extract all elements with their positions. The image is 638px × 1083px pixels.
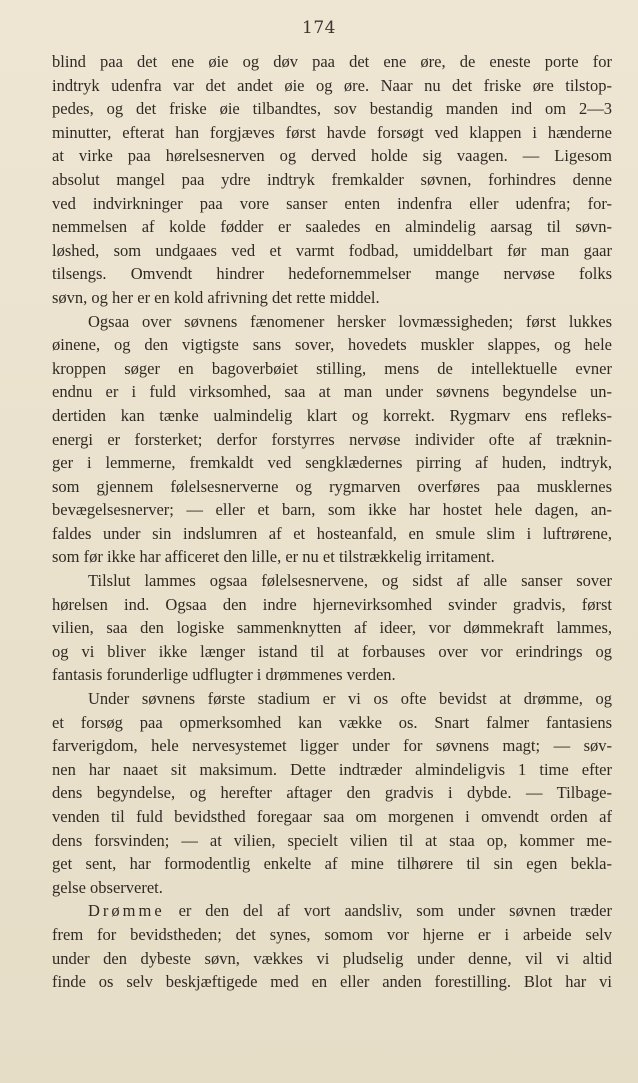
text-line: et forsøg paa opmerksomhed kan vække os. Snart falmer fantasiens: [52, 712, 612, 732]
text-line: øinene, og den vigtigste sans sover, hovedets muskler slappes, og hele: [52, 335, 612, 355]
text-line: ger i lemmerne, fremkaldt ved sengklædernes pirring af huden, indtryk,: [52, 453, 612, 473]
body-text: [52, 50, 612, 994]
paragraph-1: [52, 50, 612, 310]
text-line: absolut mangel paa ydre indtryk fremkalder søvnen, forhindres denne: [52, 169, 612, 189]
text-line: pedes, og det friske øie tilbandtes, sov bestandig manden ind om 2—3: [52, 99, 612, 119]
paragraph-2: [52, 310, 612, 570]
text-line: Ogsaa over søvnens fænomener hersker lovmæssigheden; først lukkes: [88, 311, 612, 331]
paragraph-5: [52, 899, 612, 993]
text-line: get sent, har formodentlig enkelte af mine tilhørere til sin egen bekla-: [52, 854, 612, 874]
text-line: indtryk udenfra var det andet øie og øre. Naar nu det friske øre tilstop-: [52, 75, 612, 95]
text-line: og vi bliver ikke længer istand til at forbauses over vor erindrings og: [52, 641, 612, 661]
text-line: frem for bevidstheden; det synes, somom vor hjerne er i arbeide selv: [52, 924, 612, 944]
text-line: søvn, og her er en kold afrivning det rette middel.: [52, 287, 380, 307]
text-line: venden til fuld bevidsthed foregaar saa om morgenen i omvendt orden af: [52, 807, 612, 826]
text-line: dens begyndelse, og herefter aftager den gradvis i dybde. — Tilbage-: [52, 783, 612, 803]
text-line: farverigdom, hele nervesystemet ligger under for søvnens magt; — søv-: [52, 736, 612, 756]
text-line: ved indvirkninger paa vore sanser enten indenfra eller udenfra; for-: [52, 193, 612, 213]
page-number: 174: [302, 18, 336, 38]
text-line: under den dybeste søvn, vækkes vi pludselig under denne, vil vi altid: [52, 948, 612, 968]
text-line: som gjennem følelsesnerverne og rygmarven overføres paa musklernes: [52, 476, 612, 496]
text-line: energi er forsterket; derfor forstyrres nervøse individer ofte af træknin-: [52, 429, 612, 449]
text-line: blind paa det ene øie og døv paa det ene øre, de eneste porte for: [52, 52, 612, 71]
text-line: [52, 899, 612, 923]
text-line: bevægelsesnerver; — eller et barn, som ikke har hostet hele dagen, an-: [52, 500, 612, 520]
text-line: finde os selv beskjæftigede med en eller anden forestilling. Blot har vi: [52, 972, 612, 992]
text-line: løshed, som undgaaes ved et varmt fodbad, umiddelbart før man gaar: [52, 240, 612, 260]
paragraph-3: [52, 569, 612, 687]
text-line: fantasis forunderlige udflugter i drømmenes verden.: [52, 665, 396, 685]
text-line: faldes under sin indslumren af et hosteanfald, en smule slim i luftrørene,: [52, 523, 612, 543]
text-line: nemmelsen af kolde fødder er saaledes en almindelig aarsag til søvn-: [52, 217, 612, 237]
text-line: endnu er i fuld virksomhed, saa at man under søvnens begyndelse un-: [52, 382, 612, 402]
paragraph-4: [52, 687, 612, 899]
text-line: vilien, saa den logiske sammenknytten af ideer, vor dømmekraft lammes,: [52, 618, 612, 638]
text-line: minutter, efterat han forgjæves først havde forsøgt ved klappen i hænderne: [52, 122, 612, 142]
text-line: nen har naaet sit maksimum. Dette indtræder almindeligvis 1 time efter: [52, 759, 612, 779]
emphasized-term: Drømme: [88, 901, 165, 921]
text-line: hørelsen ind. Ogsaa den indre hjernevirksomhed svinder gradvis, først: [52, 594, 612, 614]
text-line: gelse observeret.: [52, 877, 163, 897]
text-line: kroppen søger en bagoverbøiet stilling, mens de intellektuelle evner: [52, 358, 612, 378]
text-line: som før ikke har afficeret den lille, er nu et tilstrækkelig irritament.: [52, 547, 495, 567]
text-line: at virke paa hørelsesnerven og derved holde sig vaagen. — Ligesom: [52, 146, 612, 166]
text-line: Tilslut lammes ogsaa følelsesnervene, og sidst af alle sanser sover: [88, 571, 612, 591]
text-line: tilsengs. Omvendt hindrer hedefornemmelser mange nervøse folks: [52, 264, 612, 284]
text-line: Under søvnens første stadium er vi os ofte bevidst at drømme, og: [88, 689, 612, 709]
text-line: dens forsvinden; — at vilien, specielt vilien til at staa op, kommer me-: [52, 830, 612, 850]
text-line: dertiden kan tænke ualmindelig klart og korrekt. Rygmarv ens refleks-: [52, 405, 612, 425]
text-line-rest: er den del af vort aandsliv, som under søvnen træder: [164, 901, 612, 921]
